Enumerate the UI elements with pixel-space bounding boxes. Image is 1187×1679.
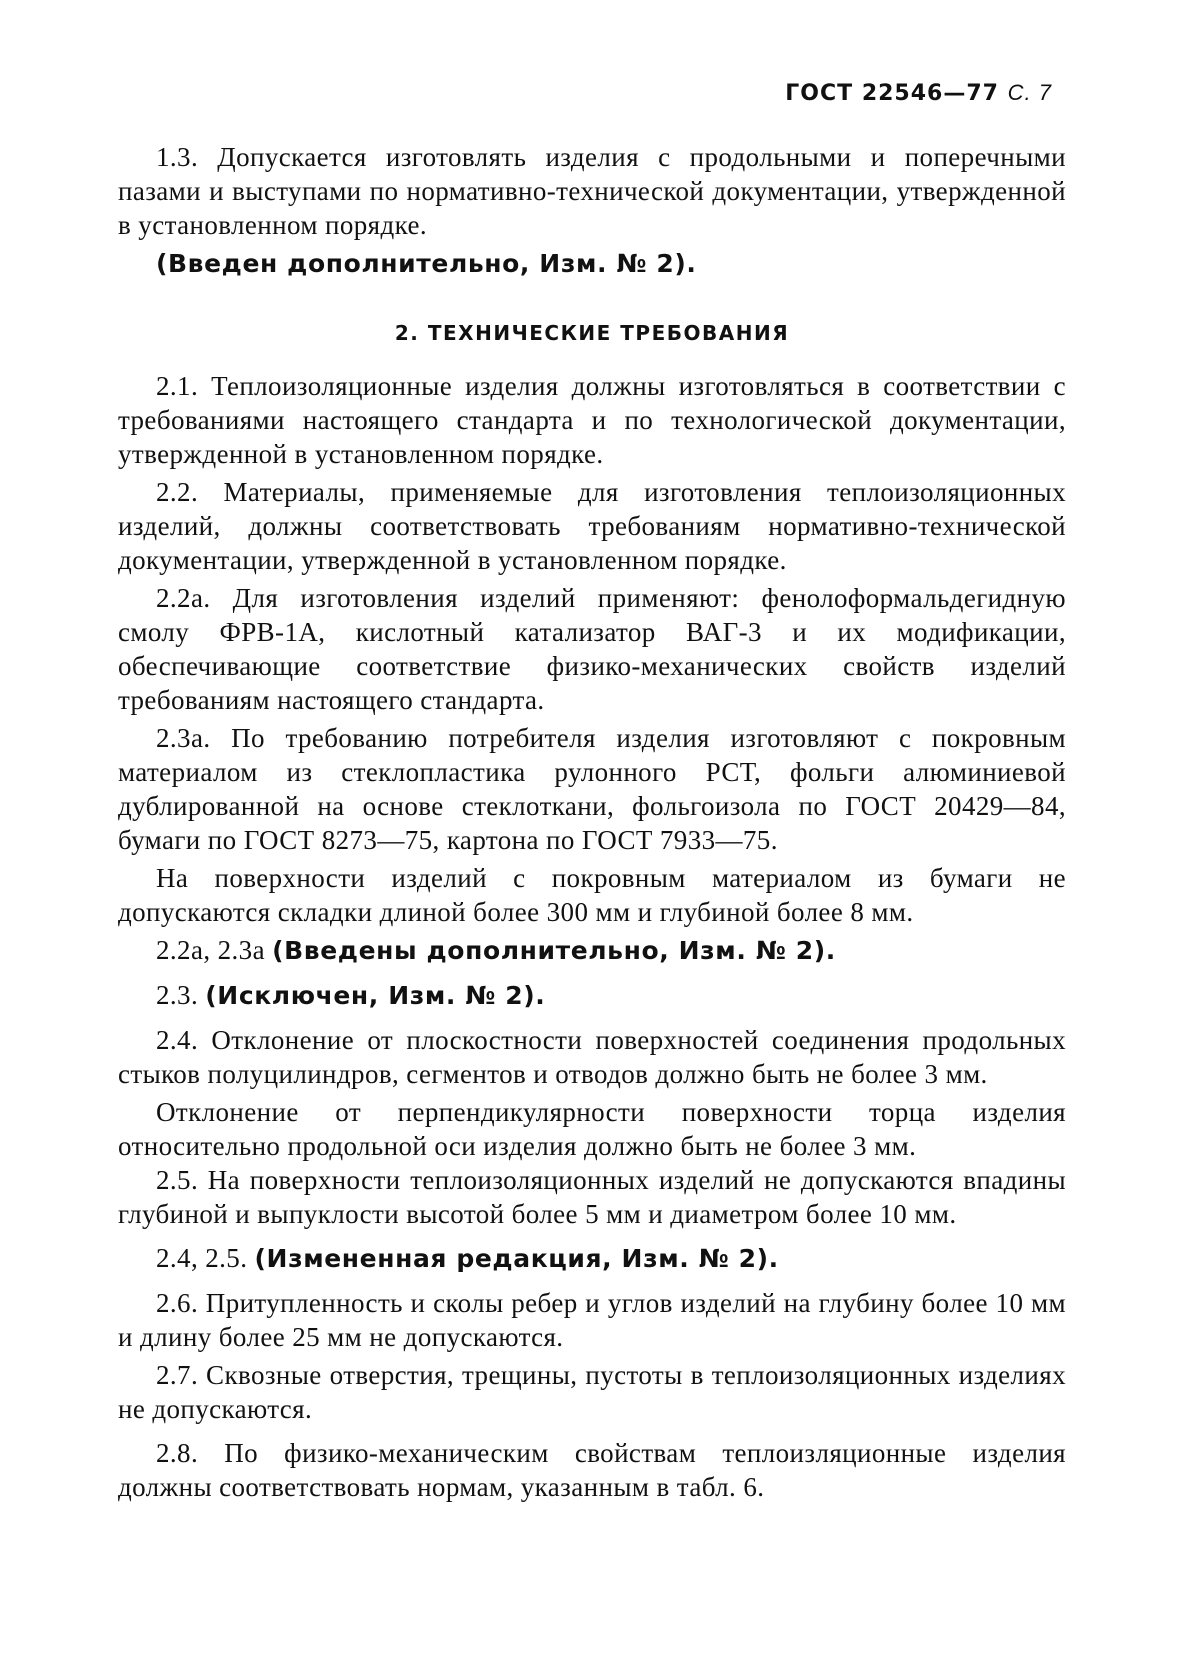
paragraph-2-2: 2.2. Материалы, применяемые для изготовления теплоизоляционных изделий, должны соответствовать требованиям нормативно-технической документации, утвержденной в установленном порядке. — [118, 477, 1066, 575]
standard-number: ГОСТ 22546—77 — [785, 81, 999, 106]
clause-reference: 2.3. — [156, 980, 199, 1010]
paragraph-2-1: 2.1. Теплоизоляционные изделия должны изготовляться в соответствии с требованиями настоящего стандарта и по технологической документации, утвержденной в установленном порядке. — [118, 371, 1066, 469]
amendment-note-1-3 — [118, 246, 1066, 281]
paragraph-2-5: 2.5. На поверхности теплоизоляционных изделий не допускаются впадины глубиной и выпуклости высотой более 5 мм и диаметром более 10 мм. — [118, 1165, 1066, 1229]
paragraph-2-6: 2.6. Притупленность и сколы ребер и углов изделий на глубину более 10 мм и длину более 25 мм не допускаются. — [118, 1288, 1066, 1352]
amendment-line-2-2a-2-3a — [118, 933, 1066, 968]
paragraph-2-7: 2.7. Сквозные отверстия, трещины, пустоты в теплоизоляционных изделиях не допускаются. — [118, 1360, 1066, 1424]
paragraph-2-4-continued: Отклонение от перпендикулярности поверхности торца изделия относительно продольной оси изделия должно быть не более 3 мм. — [118, 1097, 1066, 1161]
amendment-line-2-3 — [118, 978, 1066, 1013]
paragraph-2-3a: 2.3а. По требованию потребителя изделия изготовляют с покровным материалом из стеклопластика рулонного РСТ, фольги алюминиевой дублированной на основе стеклоткани, фольгоизола по ГОСТ 20429—84, бумаги по ГОСТ 8273—75, картона по ГОСТ 7933—75. — [118, 723, 1066, 855]
clause-reference: 2.2а, 2.3а — [156, 935, 265, 965]
paragraph-2-3a-continued: На поверхности изделий с покровным материалом из бумаги не допускаются складки длиной более 300 мм и глубиной более 8 мм. — [118, 863, 1066, 927]
amendment-note: (Введены дополнительно, Изм. № 2). — [272, 936, 836, 965]
paragraph-2-4: 2.4. Отклонение от плоскостности поверхностей соединения продольных стыков полуцилиндров, сегментов и отводов должно быть не более 3 мм. — [118, 1025, 1066, 1089]
document-body — [118, 140, 1066, 1504]
amendment-note: (Введен дополнительно, Изм. № 2). — [156, 249, 697, 278]
section-title: 2. ТЕХНИЧЕСКИЕ ТРЕБОВАНИЯ — [394, 321, 790, 345]
page-number: С. 7 — [1007, 80, 1052, 105]
paragraph-2-2a: 2.2а. Для изготовления изделий применяют: фенолоформальдегидную смолу ФРВ-1А, кислотный катализатор ВАГ-3 и их модификации, обеспечивающие соответствие физико-механических свойств изделий требованиям настоящего стандарта. — [118, 583, 1066, 715]
paragraph-1-3: 1.3. Допускается изготовлять изделия с продольными и поперечными пазами и выступами по нормативно-технической документации, утвержденной в установленном порядке. — [118, 142, 1066, 240]
amendment-line-2-4-2-5 — [118, 1241, 1066, 1276]
paragraph-2-8: 2.8. По физико-механическим свойствам теплоизляционные изделия должны соответствовать нормам, указанным в табл. 6. — [118, 1438, 1066, 1502]
page-header — [785, 80, 1052, 106]
amendment-note: (Исключен, Изм. № 2). — [205, 981, 546, 1010]
amendment-note: (Измененная редакция, Изм. № 2). — [254, 1244, 779, 1273]
clause-reference: 2.4, 2.5. — [156, 1243, 248, 1273]
